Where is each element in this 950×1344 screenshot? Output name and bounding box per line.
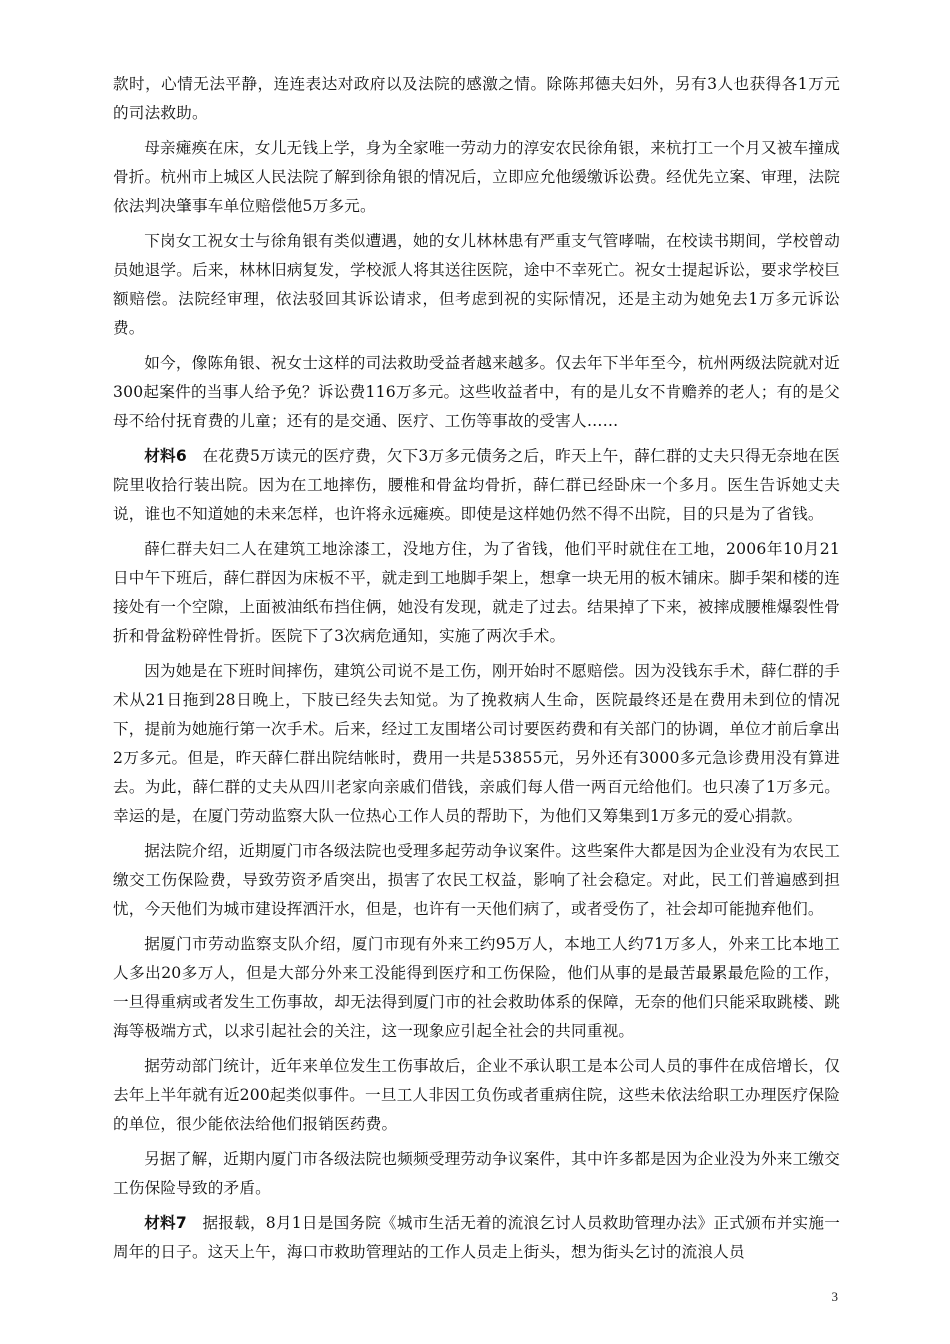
paragraph-text: 据厦门市劳动监察支队介绍，厦门市现有外来工约95万人，本地工人约71万多人，外来工比本地工人多出20多万人，但是大部分外来工没能得到医疗和工伤保险，他们从事的是最苦最累最危险的工作，一旦得重病或者发生工伤事故，却无法得到厦门市的社会救助体系的保障，无奈的他们只能采取跳楼、跳海等极端方式，以求引起社会的关注，这一现象应引起全社会的共同重视。 <box>113 935 840 1040</box>
paragraph-text: 据法院介绍，近期厦门市各级法院也受理多起劳动争议案件。这些案件大都是因为企业没有为农民工缴交工伤保险费，导致劳资矛盾突出，损害了农民工权益，影响了社会稳定。对此，民工们普遍感到担忧，今天他们为城市建设挥洒汗水，但是，也许有一天他们病了，或者受伤了，社会却可能抛弃他们。 <box>113 842 840 918</box>
material-label: 材料7 <box>144 1214 187 1232</box>
page-number: 3 <box>831 1289 838 1304</box>
paragraph-8 <box>113 837 840 924</box>
paragraph-text: 款时，心情无法平静，连连表达对政府以及法院的感激之情。除陈邦德夫妇外，另有3人也获得各1万元的司法救助。 <box>113 75 840 122</box>
paragraph-material-6 <box>113 442 840 529</box>
paragraph-text: 在花费5万读元的医疗费，欠下3万多元债务之后，昨天上午，薛仁群的丈夫只得无奈地在医院里收拾行装出院。因为在工地摔伤，腰椎和骨盆均骨折，薛仁群已经卧床一个多月。医生告诉她丈夫说，谁也不知道她的未来怎样，也许将永远瘫痪。即使是这样她仍然不得不出院，目的只是为了省钱。 <box>113 447 841 523</box>
paragraph-text: 据报载，8月1日是国务院《城市生活无着的流浪乞讨人员救助管理办法》正式颁布并实施一周年的日子。这天上午，海口市救助管理站的工作人员走上街头，想为街头乞讨的流浪人员 <box>113 1214 841 1261</box>
paragraph-7 <box>113 657 840 831</box>
paragraph-text: 下岗女工祝女士与徐角银有类似遭遇，她的女儿林林患有严重支气管哮喘，在校读书期间，学校曾动员她退学。后来，林林旧病复发，学校派人将其送往医院，途中不幸死亡。祝女士提起诉讼，要求学校巨额赔偿。法院经审理，依法驳回其诉讼请求，但考虑到祝的实际情况，还是主动为她免去1万多元诉讼费。 <box>113 232 840 337</box>
paragraph-material-7 <box>113 1209 840 1267</box>
paragraph-text: 因为她是在下班时间摔伤，建筑公司说不是工伤，刚开始时不愿赔偿。因为没钱东手术，薛仁群的手术从21日拖到28日晚上，下肢已经失去知觉。为了挽救病人生命，医院最终还是在费用未到位的情况下，提前为她施行第一次手术。后来，经过工友围堵公司讨要医药费和有关部门的协调，单位才前后拿出2万多元。但是，昨天薛仁群出院结帐时，费用一共是53855元，另外还有3000多元急诊费用没有算进去。为此，薛仁群的丈夫从四川老家向亲戚们借钱，亲戚们每人借一两百元给他们。也只凑了1万多元。幸运的是，在厦门劳动监察大队一位热心工作人员的帮助下，为他们又筹集到1万多元的爱心捐款。 <box>113 662 840 825</box>
paragraph-10 <box>113 1052 840 1139</box>
paragraph-1 <box>113 70 840 128</box>
paragraph-text: 母亲瘫痪在床，女儿无钱上学，身为全家唯一劳动力的淳安农民徐角银，来杭打工一个月又被车撞成骨折。杭州市上城区人民法院了解到徐角银的情况后，立即应允他缓缴诉讼费。经优先立案、审理，法院依法判决肇事车单位赔偿他5万多元。 <box>113 139 840 215</box>
paragraph-3 <box>113 227 840 343</box>
paragraph-6 <box>113 535 840 651</box>
paragraph-2 <box>113 134 840 221</box>
document-body <box>113 70 840 1273</box>
paragraph-text: 薛仁群夫妇二人在建筑工地涂漆工，没地方住，为了省钱，他们平时就住在工地，2006年10月21日中午下班后，薛仁群因为床板不平，就走到工地脚手架上，想拿一块无用的板木铺床。脚手架和楼的连接处有一个空隙，上面被油纸布挡住俩，她没有发现，就走了过去。结果掉了下来，被摔成腰椎爆裂性骨折和骨盆粉碎性骨折。医院下了3次病危通知，实施了两次手术。 <box>113 540 840 645</box>
paragraph-4 <box>113 349 840 436</box>
paragraph-text: 如今，像陈角银、祝女士这样的司法救助受益者越来越多。仅去年下半年至今，杭州两级法院就对近300起案件的当事人给予免？诉讼费116万多元。这些收益者中，有的是儿女不肯赡养的老人；有的是父母不给付抚育费的儿童；还有的是交通、医疗、工伤等事故的受害人…… <box>113 354 840 430</box>
material-label: 材料6 <box>144 447 187 465</box>
paragraph-text: 另据了解，近期内厦门市各级法院也频频受理劳动争议案件，其中许多都是因为企业没为外来工缴交工伤保险导致的矛盾。 <box>113 1150 840 1197</box>
paragraph-9 <box>113 930 840 1046</box>
paragraph-text: 据劳动部门统计，近年来单位发生工伤事故后，企业不承认职工是本公司人员的事件在成倍增长，仅去年上半年就有近200起类似事件。一旦工人非因工负伤或者重病住院，这些未依法给职工办理医疗保险的单位，很少能依法给他们报销医药费。 <box>113 1057 840 1133</box>
paragraph-11 <box>113 1145 840 1203</box>
